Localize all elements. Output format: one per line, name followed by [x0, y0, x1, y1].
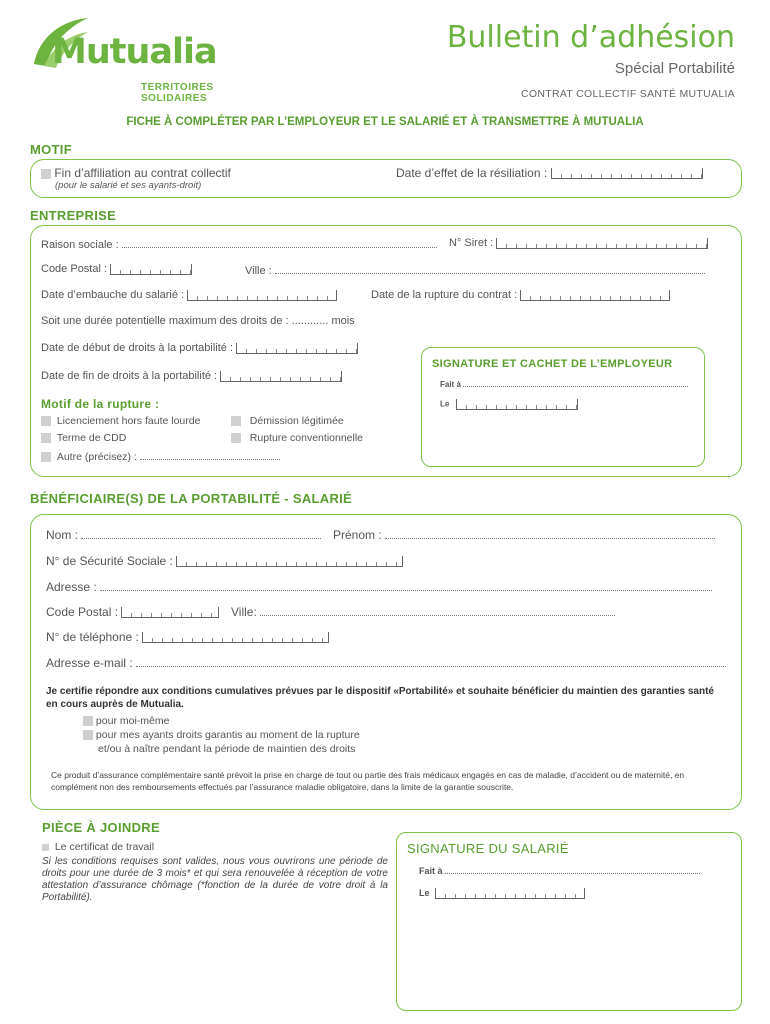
motif-option-label: Fin d’affiliation au contrat collectif — [54, 166, 231, 180]
fin-label: Date de fin de droits à la portabilité : — [41, 370, 218, 382]
checkbox[interactable] — [41, 433, 51, 443]
option-label: Terme de CDD — [56, 432, 127, 444]
le-field[interactable] — [435, 888, 585, 899]
secu-label: N° de Sécurité Sociale : — [46, 554, 173, 568]
checkbox[interactable] — [231, 433, 241, 443]
email-label: Adresse e-mail : — [46, 656, 133, 670]
fait-label: Fait à — [440, 380, 461, 389]
prenom-label: Prénom : — [333, 528, 382, 542]
checkbox[interactable] — [83, 716, 93, 726]
cp-field[interactable] — [110, 264, 192, 275]
page-title: Bulletin d’adhésion — [446, 20, 735, 55]
embauche-label: Date d’embauche du salarié : — [41, 289, 185, 301]
opt-moi-meme[interactable] — [83, 715, 169, 727]
rupture-label: Date de la rupture du contrat : — [371, 289, 518, 301]
fin-field[interactable] — [220, 371, 342, 382]
section-motif-box — [30, 159, 742, 198]
checkbox[interactable] — [42, 844, 49, 851]
adresse-field[interactable] — [100, 580, 712, 591]
opt-ayants-droits[interactable] — [83, 729, 360, 741]
tel-field[interactable] — [142, 632, 329, 643]
page-subtitle: Spécial Portabilité — [614, 60, 735, 77]
bene-cp-row — [46, 605, 219, 619]
certify-text: Je certifie répondre aux conditions cumulatives prévues par le dispositif «Portabilité» et souhaite bénéficier du maintien des garanties santé en cours auprès de Mutualia. — [46, 686, 714, 710]
employer-fait-row — [440, 379, 688, 389]
mois-label: mois — [331, 315, 355, 327]
fait-field[interactable] — [463, 379, 688, 387]
option-autre[interactable] — [41, 449, 280, 463]
checkbox[interactable] — [41, 416, 51, 426]
employer-signature-title: SIGNATURE ET CACHET DE L’EMPLOYEUR — [432, 358, 673, 370]
nom-field[interactable] — [81, 528, 321, 539]
tel-label: N° de téléphone : — [46, 630, 139, 644]
embauche-row — [41, 289, 337, 301]
ville-field[interactable] — [260, 605, 615, 616]
bene-ville-row — [231, 605, 615, 619]
section-beneficiaire-heading: BÉNÉFICIAIRE(S) DE LA PORTABILITÉ - SALARIÉ — [30, 491, 353, 506]
section-piece-heading: PIÈCE À JOINDRE — [42, 820, 160, 835]
resiliation-date — [396, 166, 703, 180]
option-label: Licenciement hors faute lourde — [56, 415, 201, 427]
raison-sociale-label: Raison sociale : — [41, 239, 119, 251]
rupture-row — [371, 289, 670, 301]
employer-signature-box[interactable] — [421, 347, 705, 467]
siret-row — [449, 237, 708, 249]
checkbox[interactable] — [83, 730, 93, 740]
logo — [30, 14, 275, 104]
fait-label: Fait à — [419, 866, 443, 876]
nom-row — [46, 528, 321, 542]
ville-label: Ville: — [231, 605, 257, 619]
le-label: Le — [419, 888, 430, 898]
duree-label: Soit une durée potentielle maximum des droits de : — [41, 315, 289, 327]
option-rupture-conv[interactable] — [231, 432, 363, 444]
debut-field[interactable] — [236, 343, 358, 354]
le-label: Le — [440, 399, 450, 409]
nom-label: Nom : — [46, 528, 79, 542]
prenom-field[interactable] — [385, 528, 715, 539]
tel-row — [46, 630, 329, 644]
motif-checkbox[interactable] — [41, 169, 51, 179]
option-label: pour moi-même — [95, 715, 170, 727]
contract-label: CONTRAT COLLECTIF SANTÉ MUTUALIA — [521, 88, 735, 100]
prenom-row — [333, 528, 715, 542]
ville-row — [245, 263, 705, 277]
logo-word: Mutualia — [52, 32, 217, 72]
debut-row — [41, 342, 358, 354]
email-row — [46, 656, 726, 670]
debut-label: Date de début de droits à la portabilité : — [41, 342, 234, 354]
option-cdd[interactable] — [41, 432, 126, 444]
le-field[interactable] — [456, 399, 578, 410]
duree-field[interactable]: ............ — [291, 315, 329, 327]
instruction: FICHE À COMPLÉTER PAR L’EMPLOYEUR ET LE SALARIÉ ET À TRANSMETTRE À MUTUALIA — [126, 116, 644, 128]
adresse-label: Adresse : — [46, 580, 97, 594]
section-entreprise-heading: ENTREPRISE — [30, 208, 117, 223]
option-label: Rupture conventionnelle — [249, 432, 364, 444]
motif-note: (pour le salarié et ses ayants-droit) — [55, 180, 202, 191]
salarie-fait-row — [419, 866, 700, 876]
section-beneficiaire-box — [30, 514, 742, 810]
piece-item[interactable] — [42, 841, 154, 853]
siret-label: N° Siret : — [449, 237, 494, 249]
raison-sociale-field[interactable] — [122, 237, 437, 248]
ville-field[interactable] — [275, 263, 705, 274]
piece-item-label: Le certificat de travail — [54, 841, 155, 853]
salarie-signature-title: SIGNATURE DU SALARIÉ — [407, 841, 569, 856]
cp-label: Code Postal : — [41, 263, 108, 275]
secu-row — [46, 554, 403, 568]
resiliation-date-field[interactable] — [551, 168, 703, 179]
salarie-signature-box[interactable] — [396, 832, 742, 1011]
option-label: Démission légitimée — [249, 415, 344, 427]
embauche-field[interactable] — [187, 290, 337, 301]
logo-tagline: TERRITOIRES SOLIDAIRES — [141, 82, 214, 104]
checkbox[interactable] — [231, 416, 241, 426]
resiliation-date-label: Date d’effet de la résiliation : — [396, 166, 548, 180]
cp-field[interactable] — [121, 607, 219, 618]
autre-field[interactable] — [140, 449, 280, 460]
fait-field[interactable] — [445, 866, 700, 874]
option-label: Autre (précisez) — [56, 451, 131, 463]
autre-colon: : — [133, 451, 137, 463]
fin-row — [41, 370, 342, 382]
motif-rupture-heading: Motif de la rupture : — [41, 397, 160, 411]
disclaimer: Ce produit d’assurance complémentaire santé prévoit la prise en charge de tout ou partie des frais médicaux engagés en cas de maladie, d’accident ou de maternité, en complément non des remboursements effectués par l’assurance maladie obligatoire, dans la limite de la garantie souscrite. — [51, 770, 685, 792]
siret-field[interactable] — [496, 238, 708, 249]
raison-sociale-row — [41, 237, 437, 251]
opt-ayants-droits-cont: et/ou à naître pendant la période de maintien des droits — [98, 743, 356, 755]
section-motif-heading: MOTIF — [30, 142, 72, 157]
rupture-field[interactable] — [520, 290, 670, 301]
checkbox[interactable] — [41, 452, 51, 462]
cp-label: Code Postal : — [46, 605, 119, 619]
piece-note: Si les conditions requises sont valides, nous vous ouvrirons une période de droits pour une durée de 3 mois* et qui sera renouvelée à réception de votre attestation d’assurance chômage (*fonction de la durée de votre droit à la Portabilité). — [42, 856, 388, 903]
duree-row — [41, 315, 355, 327]
section-entreprise-box — [30, 225, 742, 477]
adresse-row — [46, 580, 712, 594]
motif-option[interactable] — [41, 166, 231, 180]
option-label: pour mes ayants droits garantis au moment de la rupture — [95, 729, 360, 741]
option-demission[interactable] — [231, 415, 344, 427]
option-licenciement[interactable] — [41, 415, 200, 427]
email-field[interactable] — [136, 656, 726, 667]
salarie-le-row — [419, 888, 585, 899]
cp-row — [41, 263, 192, 275]
secu-field[interactable] — [176, 556, 403, 567]
ville-label: Ville : — [245, 265, 272, 277]
employer-le-row — [440, 399, 578, 410]
